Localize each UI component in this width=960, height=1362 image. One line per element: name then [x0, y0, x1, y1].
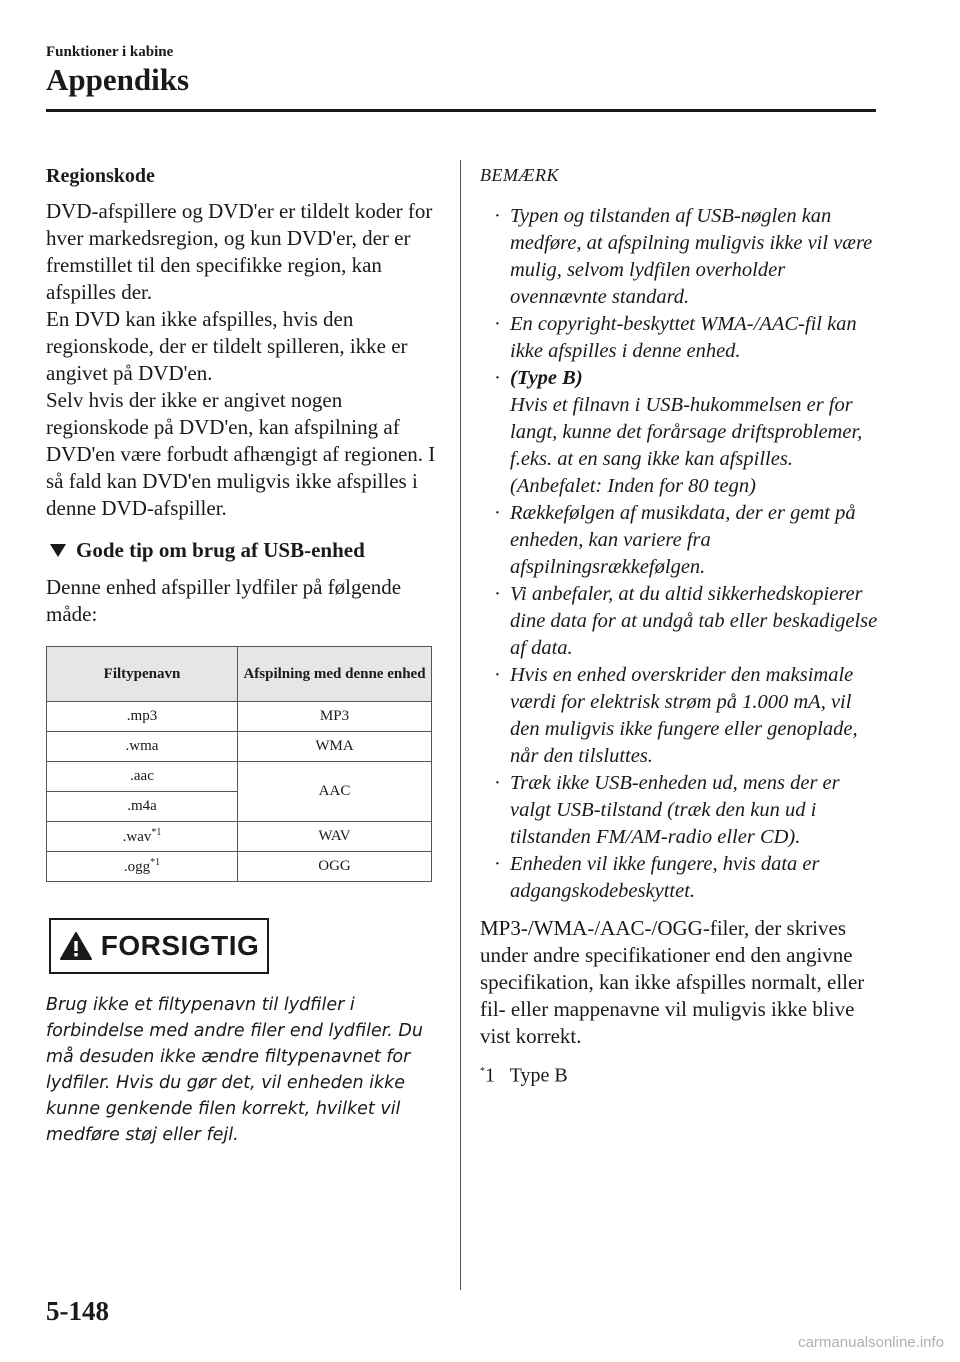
list-item: [480, 770, 880, 851]
watermark: carmanualsonline.info: [798, 1334, 944, 1351]
type-b-text: Hvis et filnavn i USB-hukommelsen er for langt, kunne det forårsage driftsproblemer, f.eks. at en sang ikke kan afspilles.: [510, 394, 863, 470]
table-cell-format: WMA: [238, 732, 432, 762]
table-cell-extension: [47, 822, 238, 852]
note-title: BEMÆRK: [480, 165, 559, 185]
note-list: [480, 203, 880, 905]
bullet-dot: ·: [494, 205, 501, 227]
bullet-dot: ·: [494, 664, 501, 686]
caution-text: Brug ikke et filtypenavn til lydfiler i forbindelse med andre filer end lydfiler. Du må desuden ikke ændre filtypenavnet for lydfiler. Hvis du gør det, vil enheden ikke kunne genkende filen korrekt, hvilket vil medføre støj eller fejl.: [46, 995, 424, 1145]
table-cell-extension: .mp3: [47, 702, 238, 732]
warning-icon: [59, 931, 93, 961]
note-text: En copyright-beskyttet WMA-/AAC-fil kan ikke afspilles i denne enhed.: [510, 313, 857, 362]
table-header-row: [47, 647, 432, 702]
extension-text: .wav: [122, 829, 152, 845]
bullet-dot: ·: [494, 367, 501, 389]
region-paragraph-3: Selv hvis der ikke er angivet nogen regionskode på DVD'en, kan afspilning af DVD'en være forbudt afhængigt af regionen. I så fald kan DVD'en muligvis ikke afspilles i denne DVD-afspiller.: [46, 388, 436, 520]
table-cell-extension: .wma: [47, 732, 238, 762]
note-text: Hvis en enhed overskrider den maksimale værdi for elektrisk strøm på 1.000 mA, vil den muligvis ikke fungere eller genoplade, når den tilsluttes.: [510, 664, 858, 767]
table-cell-extension: [47, 852, 238, 882]
table-row: [47, 702, 432, 732]
note-text: Træk ikke USB-enheden ud, mens der er valgt USB-tilstand (træk den kun ud i tilstanden FM/AM-radio eller CD).: [510, 772, 840, 848]
list-item: [480, 581, 880, 662]
caution-label: FORSIGTIG: [100, 930, 260, 961]
type-b-recommendation: (Anbefalet: Inden for 80 tegn): [510, 475, 756, 497]
column-divider: [460, 160, 461, 1290]
bullet-dot: ·: [494, 313, 501, 335]
list-item: [480, 311, 880, 365]
tips-intro: Denne enhed afspiller lydfiler på følgende måde:: [46, 575, 402, 626]
section-label: Funktioner i kabine: [46, 44, 174, 60]
table-cell-extension: .aac: [47, 762, 238, 792]
bullet-dot: ·: [494, 583, 501, 605]
footnote-text: 1 Type B: [485, 1064, 568, 1087]
triangle-down-icon: [50, 544, 66, 557]
tips-heading-text: Gode tip om brug af USB-enhed: [76, 538, 365, 562]
list-item: [480, 662, 880, 770]
table-cell-format: WAV: [238, 822, 432, 852]
list-item: [480, 500, 880, 581]
region-paragraph-1: DVD-afspillere og DVD'er er tildelt koder for hver markedsregion, og kun DVD'er, der er fremstillet til den specifikke region, kan afspilles der.: [46, 199, 433, 304]
right-column: [480, 162, 880, 1090]
closing-paragraph: MP3-/WMA-/AAC-/OGG-filer, der skrives under andre specifikationer end den angivne specifikation, kan ikke afspilles normalt, eller fil- eller mappenavne vil muligvis ikke blive vist korrekt.: [480, 916, 865, 1048]
footnote-marker: *1: [150, 857, 161, 868]
table-cell-format: AAC: [238, 762, 432, 822]
footnote-marker: *1: [151, 827, 162, 838]
table-row: [47, 852, 432, 882]
region-heading: Regionskode: [46, 165, 155, 187]
table-row: [47, 822, 432, 852]
table-row: [47, 732, 432, 762]
page-number: 5-148: [46, 1296, 109, 1326]
bullet-dot: ·: [494, 772, 501, 794]
bullet-dot: ·: [494, 502, 501, 524]
file-type-table: [46, 646, 432, 882]
region-paragraph-2: En DVD kan ikke afspilles, hvis den regionskode, der er tildelt spilleren, ikke er angivet på DVD'en.: [46, 307, 408, 385]
table-header-playback: Afspilning med denne enhed: [238, 647, 432, 702]
note-text: Typen og tilstanden af USB-nøglen kan medføre, at afspilning muligvis ikke vil være mulig, selvom lydfilen overholder ovennævnte standard.: [510, 205, 873, 308]
footnote-asterisk: *: [480, 1066, 485, 1077]
table-cell-format: MP3: [238, 702, 432, 732]
header-rule: [46, 109, 876, 112]
list-item: [480, 851, 880, 905]
table-cell-extension: .m4a: [47, 792, 238, 822]
bullet-dot: ·: [494, 853, 501, 875]
footnote: [480, 1058, 880, 1090]
note-text: Enheden vil ikke fungere, hvis data er adgangskodebeskyttet.: [510, 853, 820, 902]
type-b-label: (Type B): [510, 367, 583, 389]
note-text: Rækkefølgen af musikdata, der er gemt på enheden, kan variere fra afspilningsrækkefølgen.: [510, 502, 856, 578]
tips-heading: [46, 536, 438, 564]
table-cell-format: OGG: [238, 852, 432, 882]
chapter-title: Appendiks: [46, 62, 190, 97]
caution-banner: [49, 918, 269, 974]
list-item: [480, 365, 880, 500]
left-column: [46, 162, 438, 1148]
list-item: [480, 203, 880, 311]
extension-text: .ogg: [123, 859, 151, 875]
table-header-extension: Filtypenavn: [47, 647, 238, 702]
note-text: Vi anbefaler, at du altid sikkerhedskopierer dine data for at undgå tab eller beskadigelse af data.: [510, 583, 878, 659]
table-row: [47, 762, 432, 792]
